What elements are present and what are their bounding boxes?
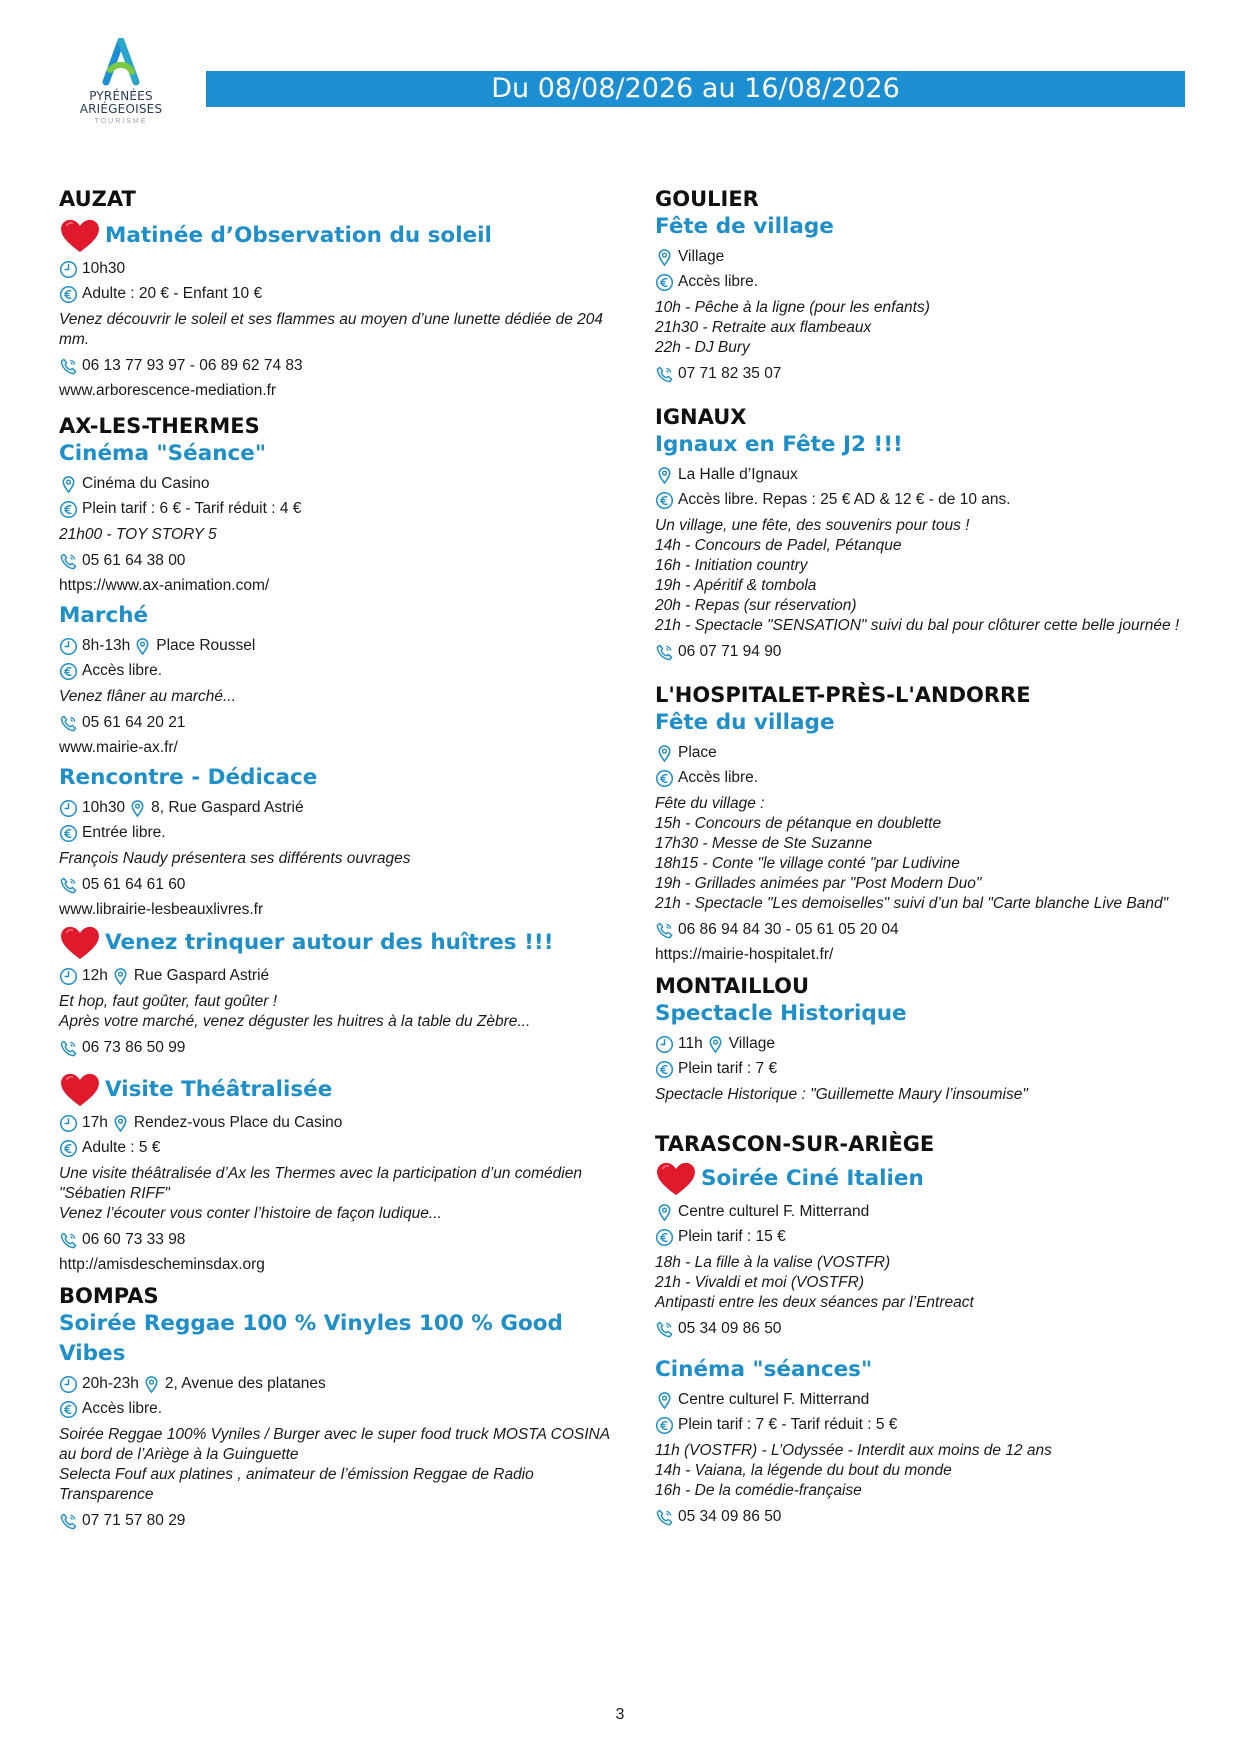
event-time: 12h	[82, 967, 108, 984]
event-phone: 05 61 64 20 21	[82, 714, 186, 731]
phone-icon	[59, 552, 78, 571]
event-goulier-fete	[655, 212, 1200, 384]
event-time: 11h	[678, 1035, 703, 1052]
town-ax-les-thermes: AX-LES-THERMES	[59, 414, 260, 438]
phone-icon	[59, 1231, 78, 1250]
euro-icon	[59, 1139, 78, 1158]
event-title: Visite Théâtralisée	[105, 1077, 333, 1102]
event-title: Marché	[59, 603, 149, 628]
event-description: Venez flâner au marché...	[59, 688, 236, 705]
pin-icon	[655, 466, 674, 485]
event-tarascon-cinema	[655, 1355, 1200, 1527]
event-price: Plein tarif : 6 € - Tarif réduit : 4 €	[82, 500, 302, 517]
event-phone: 06 73 86 50 99	[82, 1039, 186, 1056]
logo-text-line2: ARIÉGEOISES	[79, 102, 163, 116]
event-price: Accès libre.	[678, 769, 759, 786]
event-website[interactable]: www.arborescence-mediation.fr	[59, 382, 277, 399]
pin-icon	[706, 1035, 725, 1054]
event-description: 21h00 - TOY STORY 5	[59, 526, 217, 543]
event-website[interactable]: www.librairie-lesbeauxlivres.fr	[59, 901, 264, 918]
event-price: Accès libre.	[82, 1400, 163, 1417]
phone-icon	[59, 357, 78, 376]
pin-icon	[111, 967, 130, 986]
description-line: Soirée Reggae 100% Vyniles / Burger avec le super food truck MOSTA COSINA au bord de l’Ariège à la Guinguette	[59, 1426, 610, 1463]
town-ignaux: IGNAUX	[655, 405, 747, 429]
event-description: François Naudy présentera ses différents ouvrages	[59, 850, 411, 867]
event-bompas-reggae	[59, 1309, 619, 1531]
event-description	[59, 1164, 619, 1224]
description-line: 21h - Spectacle "Les demoiselles" suivi d’un bal "Carte blanche Live Band"	[655, 895, 1169, 912]
phone-icon	[655, 643, 674, 662]
description-line: 17h30 - Messe de Ste Suzanne	[655, 835, 873, 852]
description-line: 21h30 - Retraite aux flambeaux	[655, 319, 872, 336]
euro-icon	[59, 285, 78, 304]
event-price: Accès libre.	[678, 273, 759, 290]
event-place: Centre culturel F. Mitterrand	[678, 1391, 870, 1408]
event-website[interactable]: www.mairie-ax.fr/	[59, 739, 178, 756]
heart-icon	[59, 1072, 101, 1108]
logo	[66, 38, 176, 125]
euro-icon	[59, 1400, 78, 1419]
town-bompas: BOMPAS	[59, 1284, 159, 1308]
description-line: 18h - La fille à la valise (VOSTFR)	[655, 1254, 891, 1271]
event-phone: 05 34 09 86 50	[678, 1508, 782, 1525]
town-montaillou: MONTAILLOU	[655, 974, 810, 998]
town-hospitalet: L'HOSPITALET-PRÈS-L'ANDORRE	[655, 683, 1031, 707]
event-time: 8h-13h	[82, 637, 131, 654]
description-line: Et hop, faut goûter, faut goûter !	[59, 993, 278, 1010]
event-price: Entrée libre.	[82, 824, 166, 841]
event-price: Accès libre.	[82, 662, 163, 679]
euro-icon	[655, 769, 674, 788]
description-line: 11h (VOSTFR) - L’Odyssée - Interdit aux moins de 12 ans	[655, 1442, 1052, 1459]
description-line: Après votre marché, venez déguster les huitres à la table du Zèbre...	[59, 1013, 531, 1030]
logo-text-line3: TOURISME	[94, 118, 148, 125]
event-description	[655, 1441, 1200, 1501]
event-place: Village	[728, 1035, 775, 1052]
phone-icon	[59, 1512, 78, 1531]
event-place: La Halle d’Ignaux	[678, 466, 798, 483]
event-title: Spectacle Historique	[655, 1001, 907, 1026]
event-title: Fête de village	[655, 214, 834, 239]
event-phone: 06 86 94 84 30 - 05 61 05 20 04	[678, 921, 899, 938]
event-website[interactable]: https://www.ax-animation.com/	[59, 577, 270, 594]
event-description	[59, 1425, 619, 1505]
date-range-banner: Du 08/08/2026 au 16/08/2026	[206, 71, 1185, 107]
logo-mark-icon	[98, 38, 144, 90]
pin-icon	[133, 637, 152, 656]
town-goulier: GOULIER	[655, 187, 759, 211]
page-number: 3	[615, 1706, 625, 1723]
event-description: Spectacle Historique : "Guillemette Maury l’insoumise"	[655, 1086, 1028, 1103]
heart-icon	[655, 1161, 697, 1197]
pin-icon	[655, 1391, 674, 1410]
phone-icon	[59, 714, 78, 733]
town-tarascon: TARASCON-SUR-ARIÈGE	[655, 1132, 935, 1156]
event-description	[59, 992, 619, 1032]
phone-icon	[59, 876, 78, 895]
event-place: Place	[678, 744, 717, 761]
clock-icon	[59, 1375, 78, 1394]
heart-icon	[59, 218, 101, 254]
euro-icon	[59, 662, 78, 681]
euro-icon	[655, 491, 674, 510]
event-ax-visite	[59, 1072, 619, 1275]
description-line: Une visite théâtralisée d’Ax les Thermes avec la participation d’un comédien "Sébatien RIFF"	[59, 1165, 582, 1202]
event-title: Ignaux en Fête J2 !!!	[655, 432, 903, 457]
event-place: Rendez-vous Place du Casino	[133, 1114, 343, 1131]
clock-icon	[59, 967, 78, 986]
description-line: 15h - Concours de pétanque en doublette	[655, 815, 942, 832]
pin-icon	[128, 799, 147, 818]
description-line: Un village, une fête, des souvenirs pour tous !	[655, 517, 970, 534]
event-title: Matinée d’Observation du soleil	[105, 223, 492, 248]
pin-icon	[142, 1375, 161, 1394]
event-ax-cinema	[59, 439, 619, 596]
event-phone: 06 07 71 94 90	[678, 643, 782, 660]
event-price: Adulte : 20 € - Enfant 10 €	[82, 285, 263, 302]
euro-icon	[655, 273, 674, 292]
event-montaillou-spectacle	[655, 999, 1200, 1105]
left-column	[59, 186, 619, 1536]
event-phone: 07 71 82 35 07	[678, 365, 782, 382]
event-place: 2, Avenue des platanes	[164, 1375, 326, 1392]
event-ax-marche	[59, 601, 619, 758]
description-line: 21h - Vivaldi et moi (VOSTFR)	[655, 1274, 865, 1291]
pin-icon	[111, 1114, 130, 1133]
event-phone: 05 61 64 38 00	[82, 552, 186, 569]
euro-icon	[655, 1228, 674, 1247]
event-time: 17h	[82, 1114, 108, 1131]
event-time: 10h30	[82, 799, 126, 816]
description-line: 19h - Grillades animées par "Post Modern Duo"	[655, 875, 982, 892]
phone-icon	[59, 1039, 78, 1058]
description-line: 20h - Repas (sur réservation)	[655, 597, 857, 614]
event-website[interactable]: http://amisdescheminsdax.org	[59, 1256, 265, 1273]
description-line: 19h - Apéritif & tombola	[655, 577, 817, 594]
description-line: 22h - DJ Bury	[655, 339, 750, 356]
event-phone: 06 60 73 33 98	[82, 1231, 186, 1248]
event-phone: 06 13 77 93 97 - 06 89 62 74 83	[82, 357, 303, 374]
right-column	[655, 186, 1200, 1532]
event-title: Cinéma "séances"	[655, 1357, 873, 1382]
euro-icon	[655, 1060, 674, 1079]
pin-icon	[655, 248, 674, 267]
clock-icon	[59, 637, 78, 656]
event-description	[655, 794, 1200, 914]
event-price: Plein tarif : 7 € - Tarif réduit : 5 €	[678, 1416, 898, 1433]
event-title: Venez trinquer autour des huîtres !!!	[105, 930, 554, 955]
euro-icon	[59, 500, 78, 519]
event-time: 20h-23h	[82, 1375, 139, 1392]
phone-icon	[655, 1508, 674, 1527]
event-price: Adulte : 5 €	[82, 1139, 161, 1156]
event-ax-rencontre	[59, 763, 619, 920]
phone-icon	[655, 365, 674, 384]
description-line: Fête du village :	[655, 795, 765, 812]
description-line: 18h15 - Conte "le village conté "par Ludivine	[655, 855, 960, 872]
event-time: 10h30	[82, 260, 126, 277]
town-auzat: AUZAT	[59, 187, 136, 211]
event-place: Rue Gaspard Astrié	[133, 967, 270, 984]
description-line: 14h - Vaiana, la légende du bout du monde	[655, 1462, 952, 1479]
event-price: Plein tarif : 7 €	[678, 1060, 778, 1077]
pin-icon	[655, 1203, 674, 1222]
description-line: Antipasti entre les deux séances par l’Entreact	[655, 1294, 974, 1311]
event-phone: 05 61 64 61 60	[82, 876, 186, 893]
event-place: Village	[678, 248, 725, 265]
description-line: Selecta Fouf aux platines , animateur de l’émission Reggae de Radio Transparence	[59, 1466, 534, 1503]
phone-icon	[655, 921, 674, 940]
event-hospitalet-fete	[655, 708, 1200, 965]
event-title: Soirée Reggae 100 % Vinyles 100 % Good Vibes	[59, 1311, 563, 1366]
event-title: Rencontre - Dédicace	[59, 765, 318, 790]
clock-icon	[655, 1035, 674, 1054]
event-price: Accès libre. Repas : 25 € AD & 12 € - de 10 ans.	[678, 491, 1011, 508]
heart-icon	[59, 925, 101, 961]
event-description: Venez découvrir le soleil et ses flammes au moyen d’une lunette dédiée de 204 mm.	[59, 311, 603, 348]
clock-icon	[59, 260, 78, 279]
clock-icon	[59, 1114, 78, 1133]
description-line: 21h - Spectacle "SENSATION" suivi du bal pour clôturer cette belle journée !	[655, 617, 1180, 634]
pin-icon	[655, 744, 674, 763]
clock-icon	[59, 799, 78, 818]
event-website[interactable]: https://mairie-hospitalet.fr/	[655, 946, 834, 963]
event-place: Cinéma du Casino	[82, 475, 210, 492]
event-auzat-observation	[59, 218, 619, 401]
event-phone: 05 34 09 86 50	[678, 1320, 782, 1337]
event-place: Place Roussel	[156, 637, 256, 654]
description-line: 10h - Pêche à la ligne (pour les enfants)	[655, 299, 930, 316]
event-title: Cinéma "Séance"	[59, 441, 267, 466]
description-line: Venez l’écouter vous conter l’histoire de façon ludique...	[59, 1205, 442, 1222]
event-ignaux-fete	[655, 430, 1200, 662]
event-description	[655, 1253, 1200, 1313]
event-description	[655, 298, 1200, 358]
event-description	[655, 516, 1200, 636]
pin-icon	[59, 475, 78, 494]
euro-icon	[655, 1416, 674, 1435]
event-place: Centre culturel F. Mitterrand	[678, 1203, 870, 1220]
event-phone: 07 71 57 80 29	[82, 1512, 186, 1529]
event-place: 8, Rue Gaspard Astrié	[151, 799, 304, 816]
event-tarascon-cine-italien	[655, 1161, 1200, 1339]
logo-text-line1: PYRÉNÉES	[89, 89, 153, 103]
euro-icon	[59, 824, 78, 843]
phone-icon	[655, 1320, 674, 1339]
description-line: 16h - De la comédie-française	[655, 1482, 862, 1499]
event-title: Soirée Ciné Italien	[701, 1166, 924, 1191]
description-line: 14h - Concours de Padel, Pétanque	[655, 537, 902, 554]
event-ax-huitres	[59, 925, 619, 1058]
event-price: Plein tarif : 15 €	[678, 1228, 786, 1245]
description-line: 16h - Initiation country	[655, 557, 808, 574]
event-title: Fête du village	[655, 710, 835, 735]
